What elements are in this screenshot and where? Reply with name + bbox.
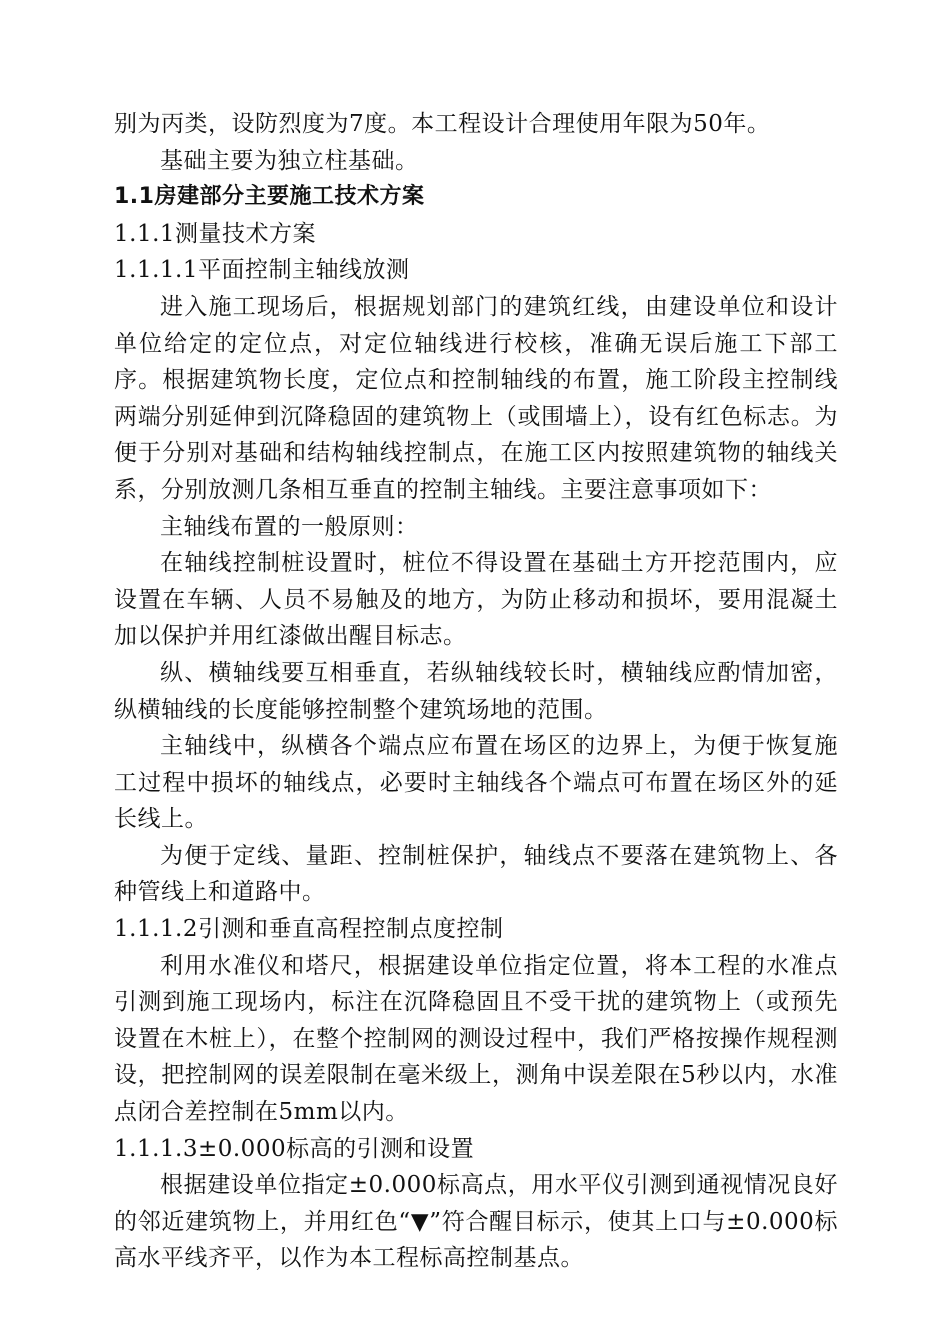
paragraph-axis-endpoints: 主轴线中，纵横各个端点应布置在场区的边界上，为便于恢复施工过程中损坏的轴线点，必要时主轴线各个端点可布置在场区外的延长线上。	[114, 733, 838, 833]
paragraph-axis-setup: 进入施工现场后，根据规划部门的建筑红线，由建设单位和设计单位给定的定位点，对定位轴线进行校核，准确无误后施工下部工序。根据建筑物长度，定位点和控制轴线的布置，施工阶段主控制线两端分别延伸到沉降稳固的建筑物上（或围墙上），设有红色标志。为便于分别对基础和结构轴线控制点，在施工区内按照建筑物的轴线关系，分别放测几条相互垂直的控制主轴线。主要注意事项如下：	[114, 293, 838, 503]
paragraph-control-pile: 在轴线控制桩设置时，桩位不得设置在基础土方开挖范围内，应设置在车辆、人员不易触及的地方，为防止移动和损坏，要用混凝土加以保护并用红漆做出醒目标志。	[114, 550, 838, 650]
section-heading-1-1-1-1: 1.1.1.1平面控制主轴线放测	[114, 257, 410, 284]
section-heading-1-1: 1.1房建部分主要施工技术方案	[114, 184, 425, 210]
section-heading-1-1-1-3: 1.1.1.3±0.000标高的引测和设置	[114, 1135, 475, 1162]
paragraph-principles-label: 主轴线布置的一般原则：	[160, 513, 419, 540]
paragraph-foundation: 基础主要为独立柱基础。	[160, 147, 419, 174]
document-body	[114, 106, 838, 1277]
paragraph-benchmark: 利用水准仪和塔尺，根据建设单位指定位置，将本工程的水准点引测到施工现场内，标注在沉降稳固且不受干扰的建筑物上（或预先设置在木桩上），在整个控制网的测设过程中，我们严格按操作规程测设，把控制网的误差限制在毫米级上，测角中误差限在5秒以内，水准点闭合差控制在5mm以内。	[114, 952, 838, 1126]
paragraph-axis-points: 为便于定线、量距、控制桩保护，轴线点不要落在建筑物上、各种管线上和道路中。	[114, 842, 838, 906]
paragraph-perpendicular-axes: 纵、横轴线要互相垂直，若纵轴线较长时，横轴线应酌情加密，纵横轴线的长度能够控制整个建筑场地的范围。	[114, 659, 838, 723]
section-heading-1-1-1-2: 1.1.1.2引测和垂直高程控制点度控制	[114, 916, 504, 943]
paragraph-elevation-base: 根据建设单位指定±0.000标高点，用水平仪引测到通视情况良好的邻近建筑物上，并用红色“▼”符合醒目标示，使其上口与±0.000标高水平线齐平，以作为本工程标高控制基点。	[114, 1172, 838, 1272]
paragraph-continuation: 别为丙类，设防烈度为7度。本工程设计合理使用年限为50年。	[114, 111, 771, 137]
section-heading-1-1-1: 1.1.1测量技术方案	[114, 220, 317, 247]
